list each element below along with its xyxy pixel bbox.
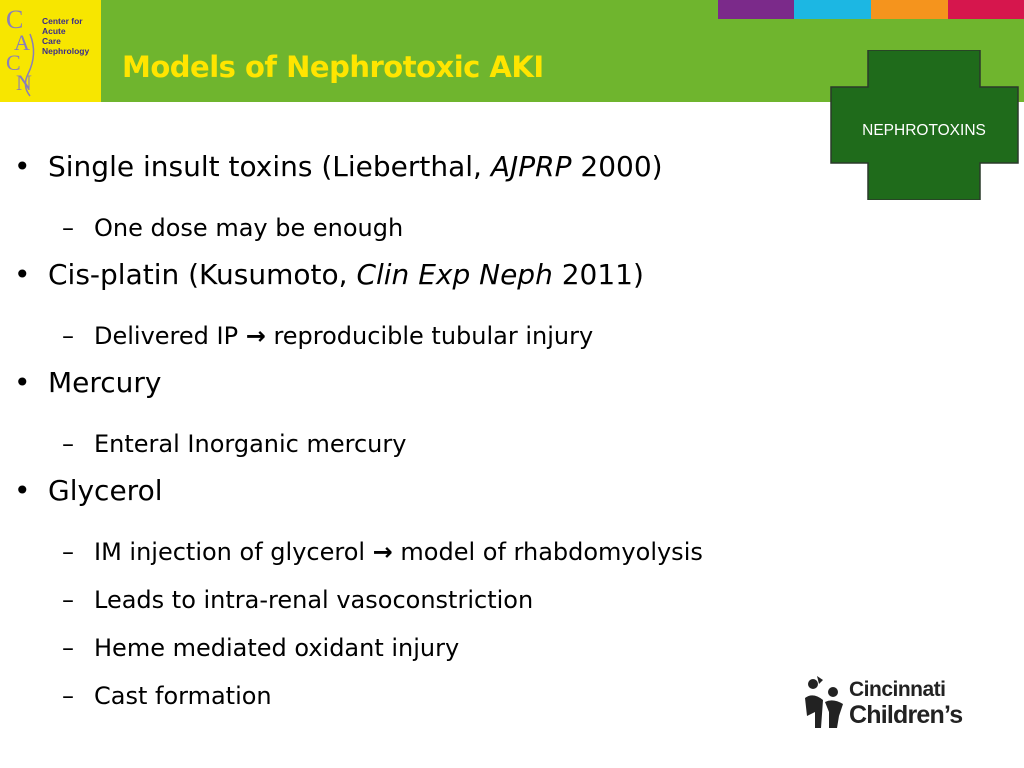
bullet-marker: • [14,258,31,291]
bullet-text [94,682,272,710]
bullet-marker: • [14,474,31,507]
cacn-logo-text [42,16,100,56]
bullet-text [48,258,644,291]
bullet-text [94,634,459,662]
children-figure-icon [803,676,847,732]
bullet-text-main: IM injection of glycerol [94,538,373,566]
bullet-text-main: Glycerol [48,474,163,507]
logo-letter-c2: C [6,50,21,75]
color-strip-cyan [794,0,871,19]
cacn-logo-mark [4,4,44,98]
bullet-text [48,366,162,399]
bullet-text [48,474,162,507]
dash-marker: – [62,586,74,614]
bullet-text [94,538,703,566]
dash-marker: – [62,538,74,566]
bullet-text-main: Heme mediated oxidant injury [94,634,460,662]
bullet-text-main: Mercury [48,366,162,399]
cincinnati-childrens-wordmark [849,678,962,728]
bullet-text [94,430,406,458]
cincinnati-childrens-logo [803,676,993,732]
logo-line-2: Acute [42,26,66,36]
color-strip-orange [871,0,948,19]
bullet-text-main: Cis-platin (Kusumoto, [48,258,357,291]
logo-letter-n: N [16,70,32,95]
logo-letter-c1: C [6,5,24,34]
bullet-text-after: 2000) [571,150,663,183]
bullet-text-main: Leads to intra-renal vasoconstriction [94,586,534,614]
bullet-text [48,150,663,183]
bullet-text-main: Cast formation [94,682,272,710]
dash-marker: – [62,214,74,242]
dash-marker: – [62,322,74,350]
bullet-text-after: reproducible tubular injury [265,322,594,350]
bullet-citation-journal: AJPRP [490,150,572,183]
logo-letter-a: A [14,30,30,55]
logo-line-3: Care [42,36,61,46]
color-strip-purple [718,0,794,19]
logo-line-1: Center for [42,16,83,26]
bullet-text [94,322,593,350]
bullet-text [94,586,533,614]
nephrotoxins-cross-badge [830,50,1020,200]
bullet-text-after: model of rhabdomyolysis [392,538,703,566]
bullet-text [94,214,403,242]
cacn-logo [0,0,101,102]
bullet-marker: • [14,366,31,399]
bullet-text-main: One dose may be enough [94,214,404,242]
bullet-citation-journal: Clin Exp Neph [356,258,553,291]
slide-title: Models of Nephrotoxic AKI [122,50,544,84]
bullet-text-main: Delivered IP [94,322,246,350]
arrow-right-icon: → [372,538,393,566]
cross-badge-label: NEPHROTOXINS [862,122,986,139]
bullet-text-main: Enteral Inorganic mercury [94,430,407,458]
dash-marker: – [62,634,74,662]
cc-line-1: Cincinnati [849,678,946,701]
cc-line-2: Children’s [849,701,963,729]
dash-marker: – [62,682,74,710]
color-strip-red [948,0,1024,19]
dash-marker: – [62,430,74,458]
bullet-text-after: 2011) [552,258,644,291]
bullet-marker: • [14,150,31,183]
logo-line-4: Nephrology [42,46,90,56]
arrow-right-icon: → [245,322,266,350]
bullet-text-main: Single insult toxins (Lieberthal, [48,150,491,183]
